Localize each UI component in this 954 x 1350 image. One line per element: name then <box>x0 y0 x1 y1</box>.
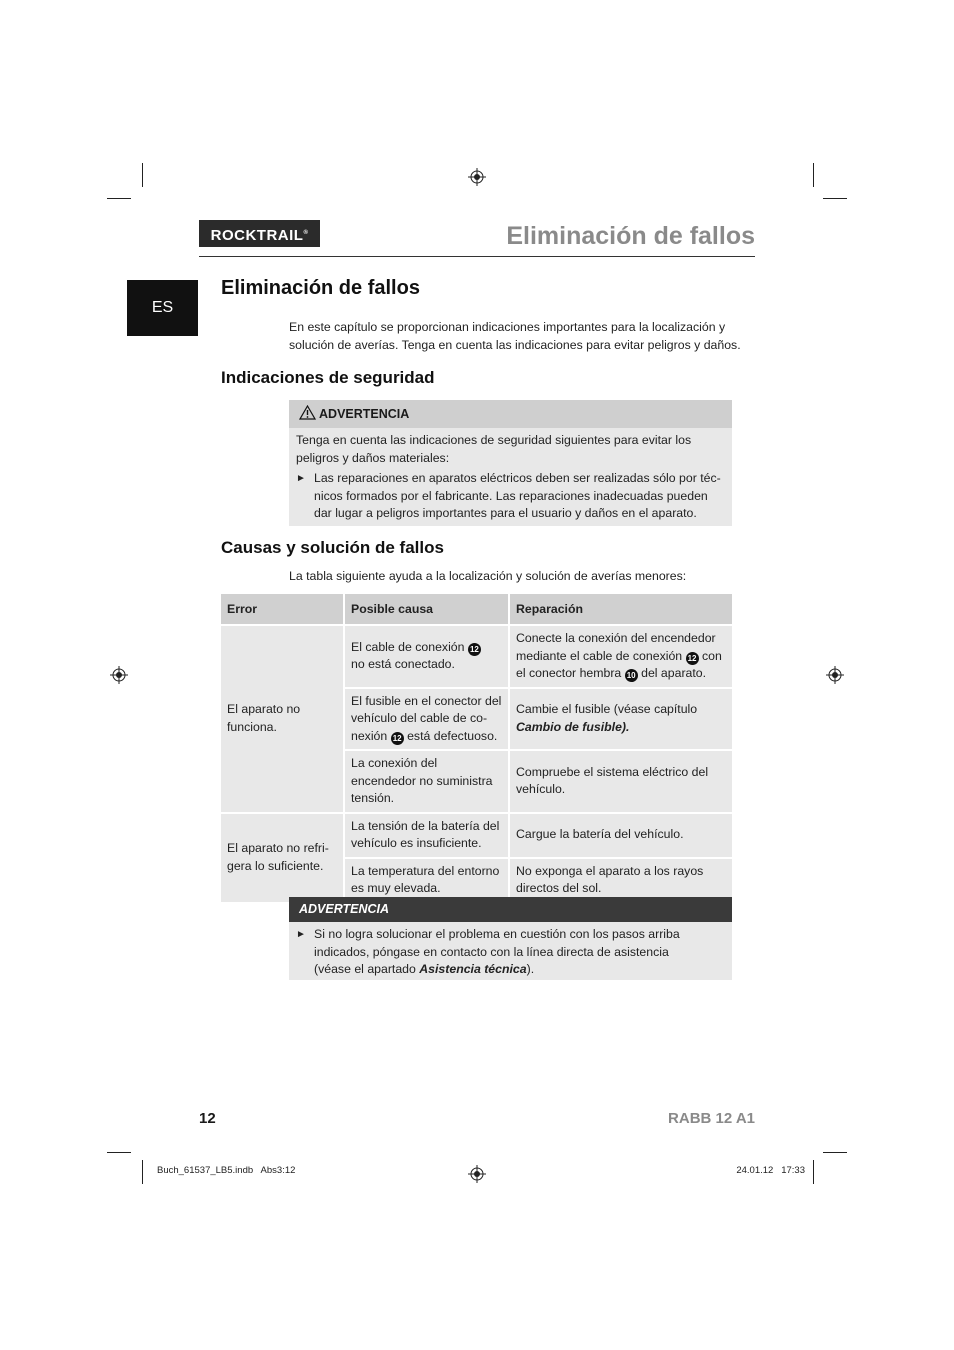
fix-cell: Cambie el fusible (véase capítulo Cambio de fusible). <box>509 688 732 751</box>
cause-cell: La conexión del encendedor no suministra tensión. <box>344 750 509 813</box>
crop-mark <box>142 1160 143 1184</box>
part-number-badge: 12 <box>686 652 699 665</box>
model-name: RABB 12 A1 <box>668 1110 755 1127</box>
cause-cell: El fusible en el conector del vehículo del cable de co-nexión 12 está defectuoso. <box>344 688 509 751</box>
error-cell: El aparato no refri-gera lo suficiente. <box>221 813 344 903</box>
part-number-badge: 12 <box>468 643 481 656</box>
cause-cell: La tensión de la batería del vehículo es insuficiente. <box>344 813 509 858</box>
cause-cell: La temperatura del entorno es muy elevada. <box>344 858 509 903</box>
table-row <box>221 813 732 858</box>
print-slug-file: Buch_61537_LB5.indb Abs3:12 <box>157 1165 296 1176</box>
cause-cell: El cable de conexión 12 no está conectado. <box>344 625 509 688</box>
crop-mark <box>813 1160 814 1184</box>
page-number: 12 <box>199 1110 216 1127</box>
warning-label: ADVERTENCIA <box>319 407 410 421</box>
table-header-row <box>221 594 732 625</box>
fix-cell: Cargue la batería del vehículo. <box>509 813 732 858</box>
troubleshooting-table <box>221 594 732 904</box>
fix-cell: Compruebe el sistema eléctrico del vehículo. <box>509 750 732 813</box>
section-heading-causes: Causas y solución de fallos <box>221 538 444 557</box>
crop-mark <box>107 1152 131 1153</box>
brand-logo: ROCKTRAIL® <box>199 220 320 247</box>
header-divider <box>199 256 755 257</box>
table-intro: La tabla siguiente ayuda a la localización y solución de averías menores: <box>289 569 687 583</box>
warning-triangle-icon <box>299 405 316 420</box>
language-tab: ES <box>127 280 198 336</box>
section-heading-safety: Indicaciones de seguridad <box>221 368 435 387</box>
column-header: Reparación <box>509 594 732 625</box>
crop-mark <box>813 163 814 187</box>
column-header: Posible causa <box>344 594 509 625</box>
column-header: Error <box>221 594 344 625</box>
print-slug-datetime: 24.01.12 17:33 <box>736 1165 805 1176</box>
intro-text: En este capítulo se proporcionan indicaciones importantes para la localización y solución de averías. Tenga en cuenta las indicaciones para evitar peligros y daños. <box>289 320 741 352</box>
crop-mark <box>823 1152 847 1153</box>
table-row <box>221 625 732 688</box>
registration-mark-icon <box>468 168 486 186</box>
part-number-badge: 12 <box>391 732 404 745</box>
warning-box-safety: ADVERTENCIA Tenga en cuenta las indicaciones de seguridad siguientes para evitar los peligros y daños materiales: ► Las reparaciones en aparatos eléctricos deben ser realizadas sólo por téc- nicos formados por el fabricante. Las reparaciones inadecuadas pueden dar lugar a peligros importantes para el usuario y daños en el aparato. <box>289 400 732 526</box>
registration-mark-icon <box>110 666 128 684</box>
crop-mark <box>107 198 131 199</box>
warning-label: ADVERTENCIA <box>289 897 732 922</box>
warning-text: Tenga en cuenta las indicaciones de seguridad siguientes para evitar los <box>296 433 692 447</box>
crop-mark <box>142 163 143 187</box>
crop-mark <box>823 198 847 199</box>
warning-box-support <box>289 897 732 980</box>
list-item: ► Las reparaciones en aparatos eléctricos deben ser realizadas sólo por téc- nicos formados por el fabricante. Las reparaciones inadecuadas pueden dar lugar a peligros importantes para el usuario y daños en el aparato. <box>296 470 724 523</box>
registration-mark-icon <box>826 666 844 684</box>
bullet-arrow-icon: ► <box>296 929 306 940</box>
running-header-title: Eliminación de fallos <box>506 222 755 250</box>
fix-cell: No exponga el aparato a los rayos directos del sol. <box>509 858 732 903</box>
registration-mark-icon <box>468 1165 486 1183</box>
part-number-badge: 10 <box>625 669 638 682</box>
list-item: ► Si no logra solucionar el problema en cuestión con los pasos arriba indicados, póngase en contacto con la línea directa de asistencia (véase el apartado Asistencia técnica). <box>296 926 724 979</box>
bullet-arrow-icon: ► <box>296 473 306 484</box>
fix-cell: Conecte la conexión del encendedor mediante el cable de conexión 12 con el conector hembra 10 del aparato. <box>509 625 732 688</box>
error-cell: El aparato no funciona. <box>221 625 344 813</box>
page-title: Eliminación de fallos <box>221 277 420 299</box>
